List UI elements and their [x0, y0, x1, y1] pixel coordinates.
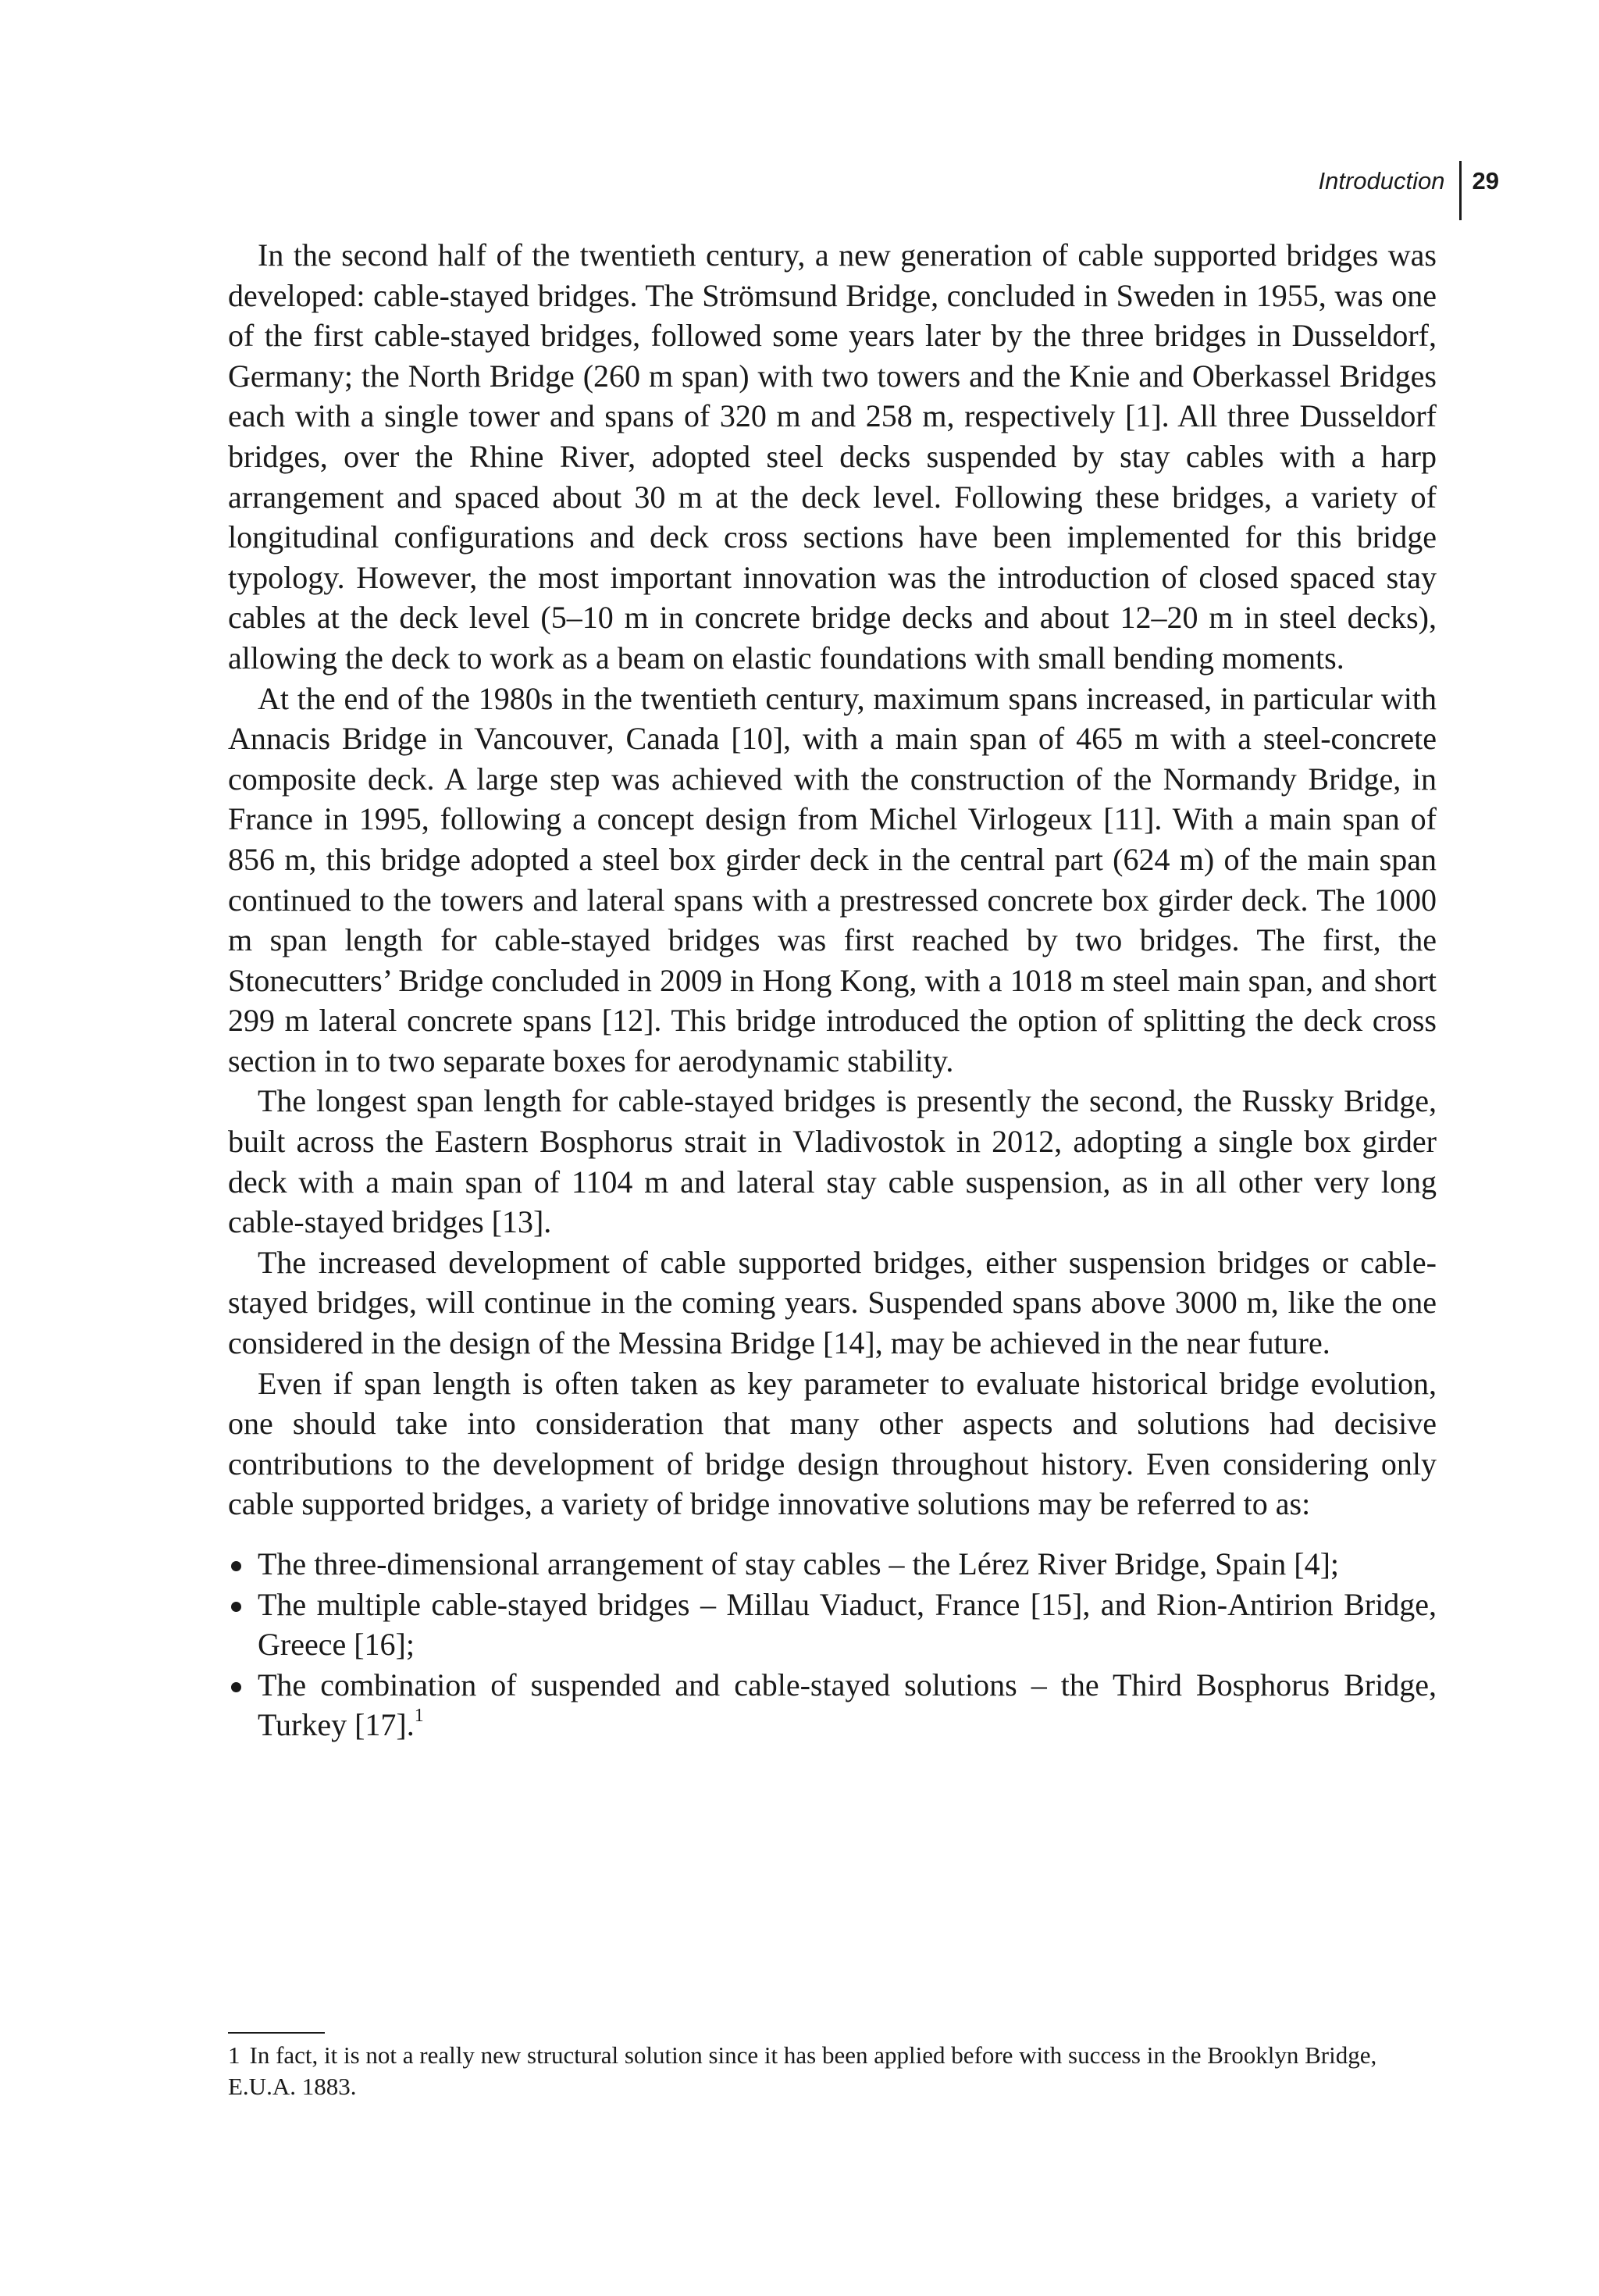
page-number: 29 — [1472, 167, 1499, 194]
paragraph-russky-bridge: The longest span length for cable-stayed bridges is presently the second, the Russky Bridge, built across the Eastern Bosphorus strait in Vladivostok in 2012, adopting a single box girder deck with a main span of 1104 m and lateral stay cable suspension, as in all other very long cable-stayed bridges [13]. — [228, 1083, 1437, 1240]
list-item — [228, 1585, 1437, 1665]
footnote-text: In fact, it is not a really new structural solution since it has been applied before with success in the Brooklyn Bridge, E.U.A. 1883. — [228, 2041, 1377, 2100]
footnote — [228, 2040, 1437, 2102]
paragraph-future-development: The increased development of cable supported bridges, either suspension bridges or cable-stayed bridges, will continue in the coming years. Suspended spans above 3000 m, like the one considered in the design of the Messina Bridge [14], may be achieved in the near future. — [228, 1244, 1437, 1361]
running-head — [1319, 161, 1499, 220]
paragraph-cable-stayed-origins: In the second half of the twentieth century, a new generation of cable supported bridges was developed: cable-stayed bridges. The Strömsund Bridge, concluded in Sweden in 1955, was one of the first cable-stayed bridges, followed some years later by the three bridges in Dusseldorf, Germany; the North Bridge (260 m span) with two towers and the Knie and Oberkassel Bridges each with a single tower and spans of 320 m and 258 m, respectively [1]. All three Dusseldorf bridges, over the Rhine River, adopted steel decks suspended by stay cables with a harp arrangement and spaced about 30 m at the deck level. Following these bridges, a variety of longitudinal configurations and deck cross sections have been implemented for this bridge typology. However, the most important innovation was the introduction of closed spaced stay cables at the deck level (5–10 m in concrete bridge decks and about 12–20 m in steel decks), allowing the deck to work as a beam on elastic foundations with small bending moments. — [228, 237, 1437, 676]
footnote-divider — [228, 2032, 325, 2034]
innovation-list — [228, 1544, 1437, 1745]
running-head-title: Introduction — [1318, 167, 1445, 194]
footnote-number: 1 — [228, 2041, 240, 2069]
list-item-text: The multiple cable-stayed bridges – Millau Viaduct, France [15], and Rion-Antirion Bridge, Greece [16]; — [258, 1586, 1437, 1663]
list-item — [228, 1544, 1437, 1585]
paragraph-innovations-intro: Even if span length is often taken as key parameter to evaluate historical bridge evolution, one should take into consideration that many other aspects and solutions had decisive contributions to the development of bridge design throughout history. Even considering only cable supported bridges, a variety of bridge innovative solutions may be referred to as: — [228, 1365, 1437, 1522]
list-item — [228, 1665, 1437, 1745]
paragraph-span-increase: At the end of the 1980s in the twentieth century, maximum spans increased, in particular with Annacis Bridge in Vancouver, Canada [10], with a main span of 465 m with a steel-concrete composite deck. A large step was achieved with the construction of the Normandy Bridge, in France in 1995, following a concept design from Michel Virlogeux [11]. With a main span of 856 m, this bridge adopted a steel box girder deck in the central part (624 m) of the main span continued to the towers and lateral spans with a prestressed concrete box girder deck. The 1000 m span length for cable-stayed bridges was first reached by two bridges. The first, the Stonecutters’ Bridge concluded in 2009 in Hong Kong, with a 1018 m steel main span, and short 299 m lateral concrete spans [12]. This bridge introduced the option of splitting the deck cross section in to two separate boxes for aerodynamic stability. — [228, 680, 1437, 1078]
list-item-text: The combination of suspended and cable-stayed solutions – the Third Bosphorus Bridge, Turkey [17]. — [258, 1667, 1437, 1743]
list-item-text: The three-dimensional arrangement of stay cables – the Lérez River Bridge, Spain [4]; — [258, 1546, 1340, 1581]
footnote-reference[interactable]: 1 — [414, 1706, 424, 1727]
body-text — [228, 235, 1437, 1745]
